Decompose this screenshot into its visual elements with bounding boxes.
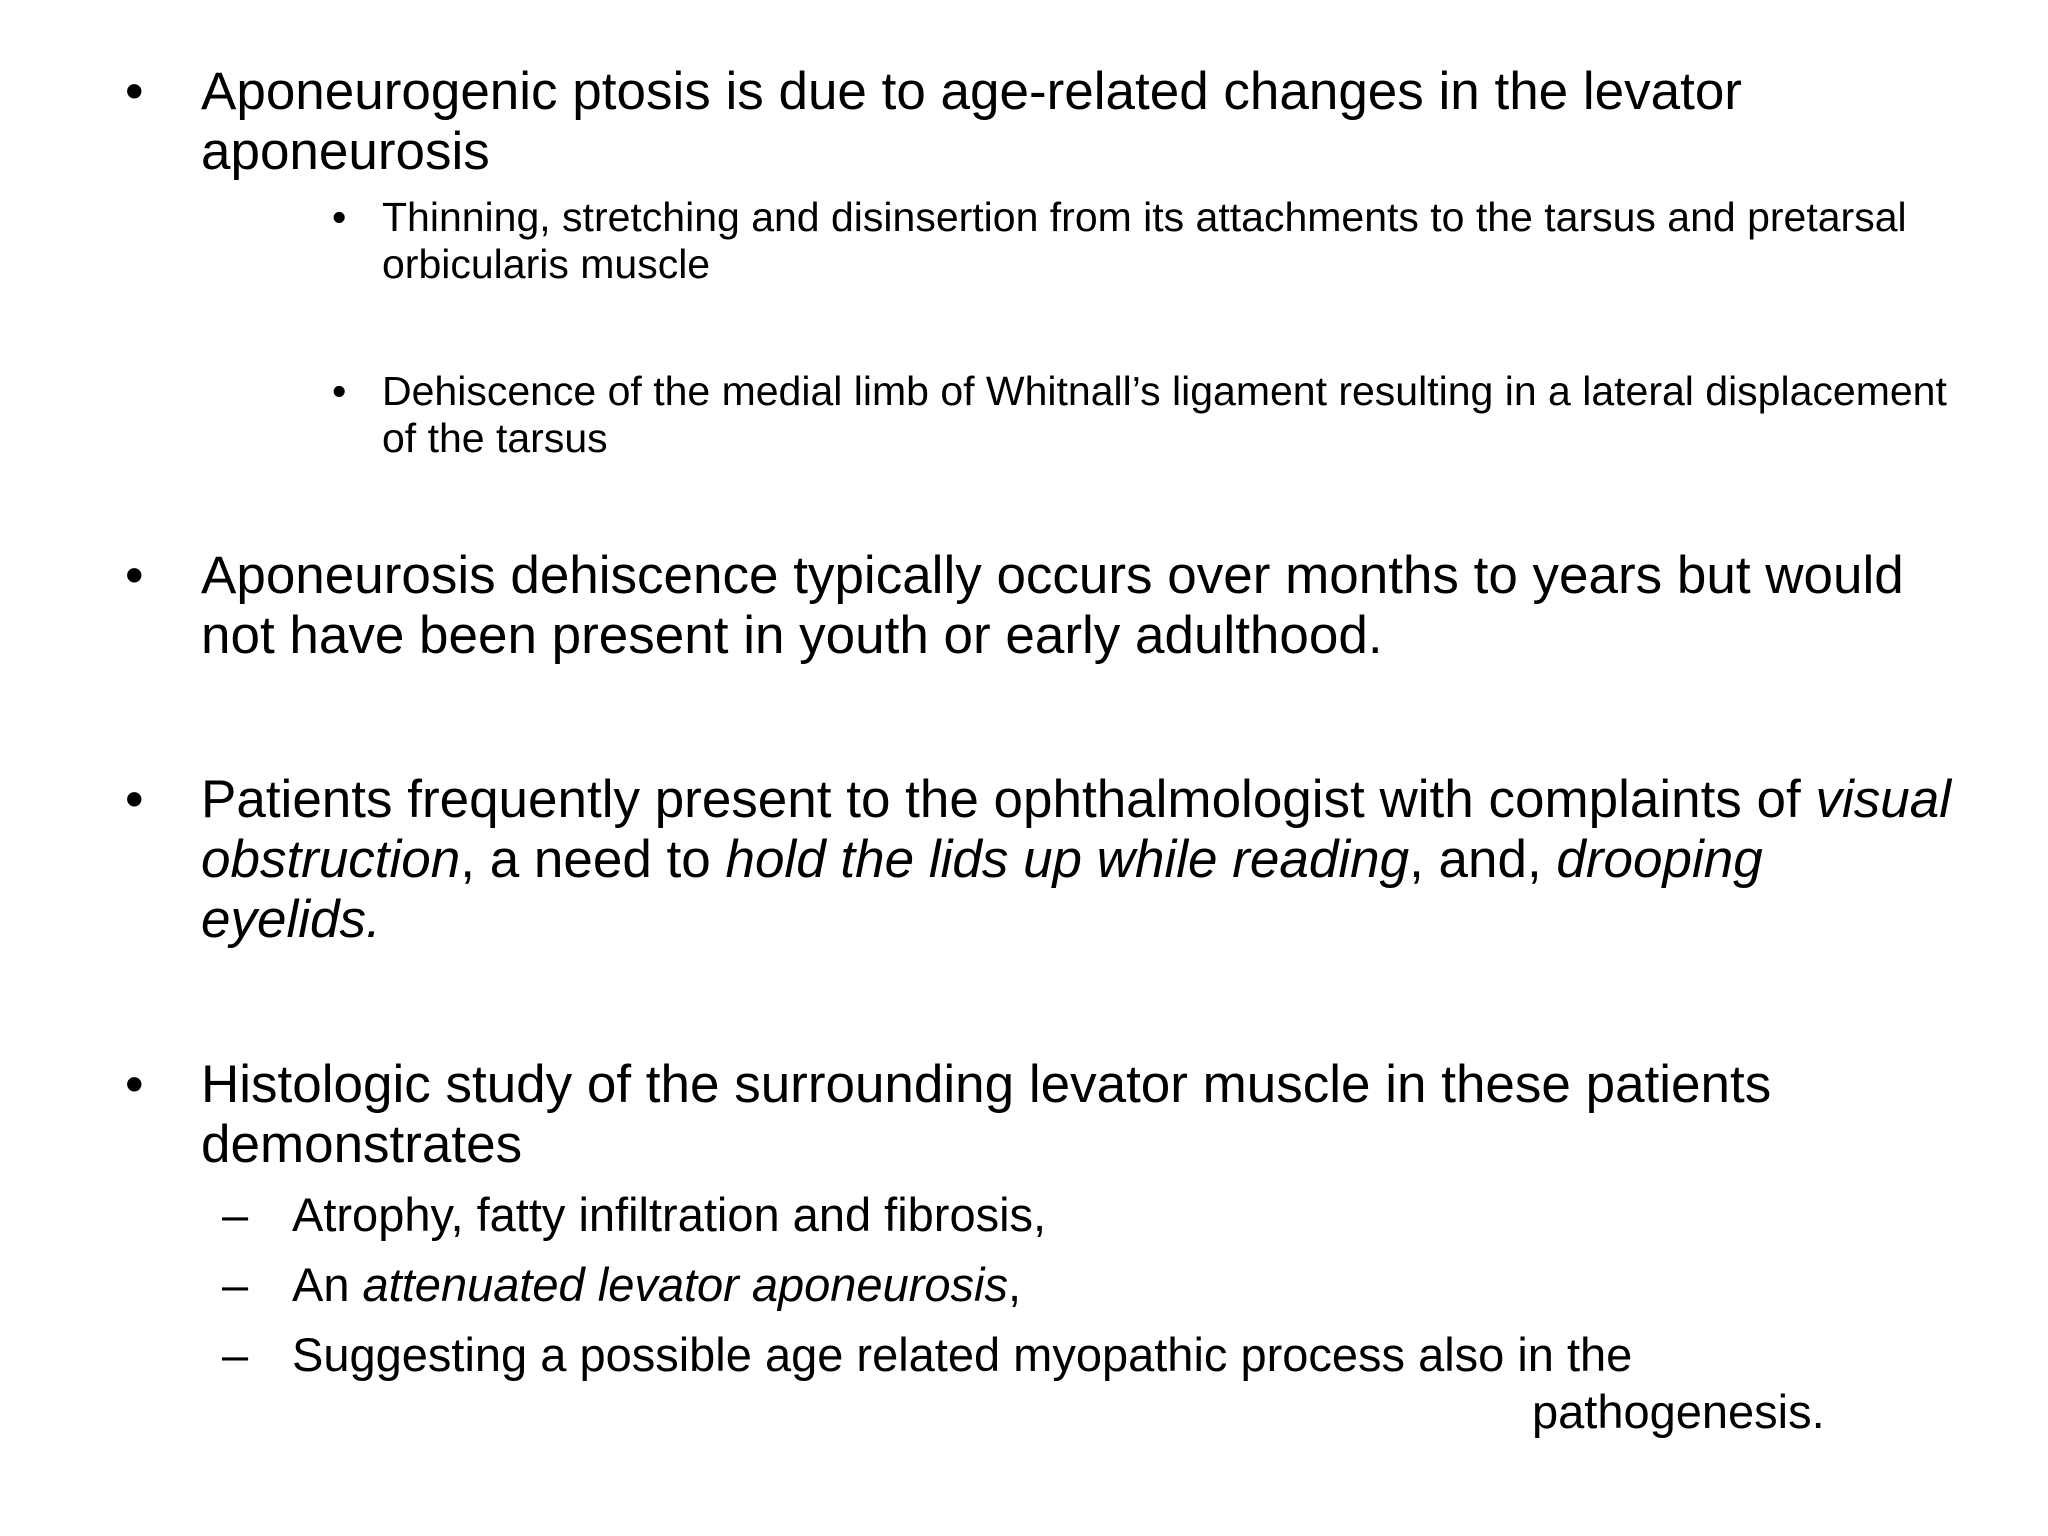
bullet-text: Histologic study of the surrounding levator muscle in these patients demonstrates (201, 1055, 1772, 1174)
dash-item-4-3 (222, 1320, 1872, 1390)
dash-icon: – (222, 1328, 249, 1381)
dash-item-text: Atrophy, fatty infiltration and fibrosis, (292, 1188, 1047, 1241)
dash-item-4-1 (222, 1180, 1872, 1250)
emphasis-text: visual obstruction (201, 770, 1951, 889)
bullet-icon: • (125, 62, 144, 121)
bullet-point-3 (125, 770, 1955, 950)
bullet-text: Aponeurosis dehiscence typically occurs over months to years but would not have been present in youth or early adulthood. (201, 546, 1904, 665)
dash-item-text: Suggesting a possible age related myopathic process also in the (292, 1328, 1633, 1381)
bullet-icon: • (332, 368, 347, 414)
sub-bullet-text: Thinning, stretching and disinsertion from its attachments to the tarsus and pretarsal orbicularis muscle (382, 194, 1907, 287)
bullet-text: Aponeurogenic ptosis is due to age-related changes in the levator aponeurosis (201, 62, 1742, 181)
dash-icon: – (222, 1258, 249, 1311)
dash-item-4-2 (222, 1250, 1872, 1320)
bullet-text: Patients frequently present to the ophthalmologist with complaints of visual obstruction, a need to hold the lids up while reading, and, drooping eyelids. (201, 770, 1951, 949)
bullet-icon: • (125, 770, 144, 829)
bullet-point-4 (125, 1055, 1955, 1175)
emphasis-text: drooping eyelids. (201, 830, 1763, 949)
sub-bullet-text: Dehiscence of the medial limb of Whitnall’s ligament resulting in a lateral displacement of the tarsus (382, 368, 1947, 461)
emphasis-text: attenuated levator aponeurosis (362, 1258, 1008, 1311)
bullet-icon: • (125, 546, 144, 605)
emphasis-text: hold the lids up while reading (725, 830, 1410, 889)
dash-item-text: An attenuated levator aponeurosis, (292, 1258, 1022, 1311)
dash-icon: – (222, 1188, 249, 1241)
dash-item-continuation: pathogenesis. (1532, 1385, 1825, 1438)
sub-bullet-1-1 (332, 194, 1972, 288)
sub-bullet-1-2 (332, 368, 1972, 462)
bullet-icon: • (125, 1055, 144, 1114)
bullet-point-1 (125, 62, 1955, 182)
bullet-icon: • (332, 194, 347, 240)
bullet-point-2 (125, 546, 1955, 666)
